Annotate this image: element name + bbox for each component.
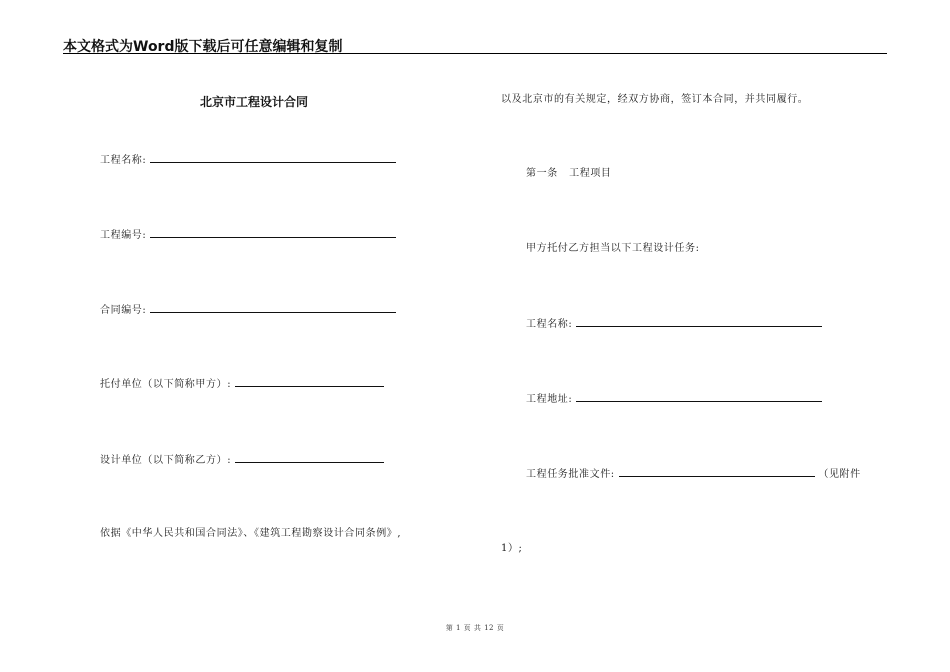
- approval-line: [526, 467, 861, 482]
- project-name-blank: [150, 153, 396, 163]
- approval-label: 工程任务批准文件:: [526, 469, 615, 480]
- project-number-line: [100, 228, 396, 243]
- approval-blank: [619, 467, 815, 477]
- contract-number-line: [100, 303, 396, 318]
- basis-paragraph: 依据《中华人民共和国合同法》、《建筑工程勘察设计合同条例》,: [100, 528, 402, 539]
- project-number-label: 工程编号:: [100, 230, 147, 241]
- project-address-blank: [576, 392, 822, 402]
- client-blank: [235, 377, 384, 387]
- right-project-name-blank: [576, 317, 822, 327]
- client-label: 托付单位（以下简称甲方）:: [100, 379, 232, 390]
- designer-blank: [235, 453, 384, 463]
- contract-number-label: 合同编号:: [100, 305, 147, 316]
- document-title: 北京市工程设计合同: [200, 95, 309, 109]
- task-paragraph: 甲方托付乙方担当以下工程设计任务:: [526, 243, 700, 254]
- project-name-label: 工程名称:: [100, 155, 147, 166]
- designer-label: 设计单位（以下简称乙方）:: [100, 455, 232, 466]
- header-divider: [63, 53, 887, 54]
- designer-line: [100, 453, 384, 468]
- right-project-name-line: [526, 317, 822, 332]
- right-project-name-label: 工程名称:: [526, 319, 573, 330]
- approval-suffix: （见附件: [818, 469, 861, 480]
- page-number: 第 1 页 共 12 页: [445, 624, 505, 632]
- project-name-line: [100, 153, 396, 168]
- client-line: [100, 377, 384, 392]
- project-address-line: [526, 392, 822, 407]
- continuation-paragraph: 以及北京市的有关规定，经双方协商，签订本合同，并共同履行。: [501, 94, 809, 105]
- article-one-heading: 第一条 工程项目: [526, 168, 612, 179]
- project-number-blank: [150, 228, 396, 238]
- header-title: 本文格式为Word版下载后可任意编辑和复制: [63, 39, 343, 55]
- approval-end: 1）;: [501, 543, 523, 554]
- project-address-label: 工程地址:: [526, 394, 573, 405]
- contract-number-blank: [150, 303, 396, 313]
